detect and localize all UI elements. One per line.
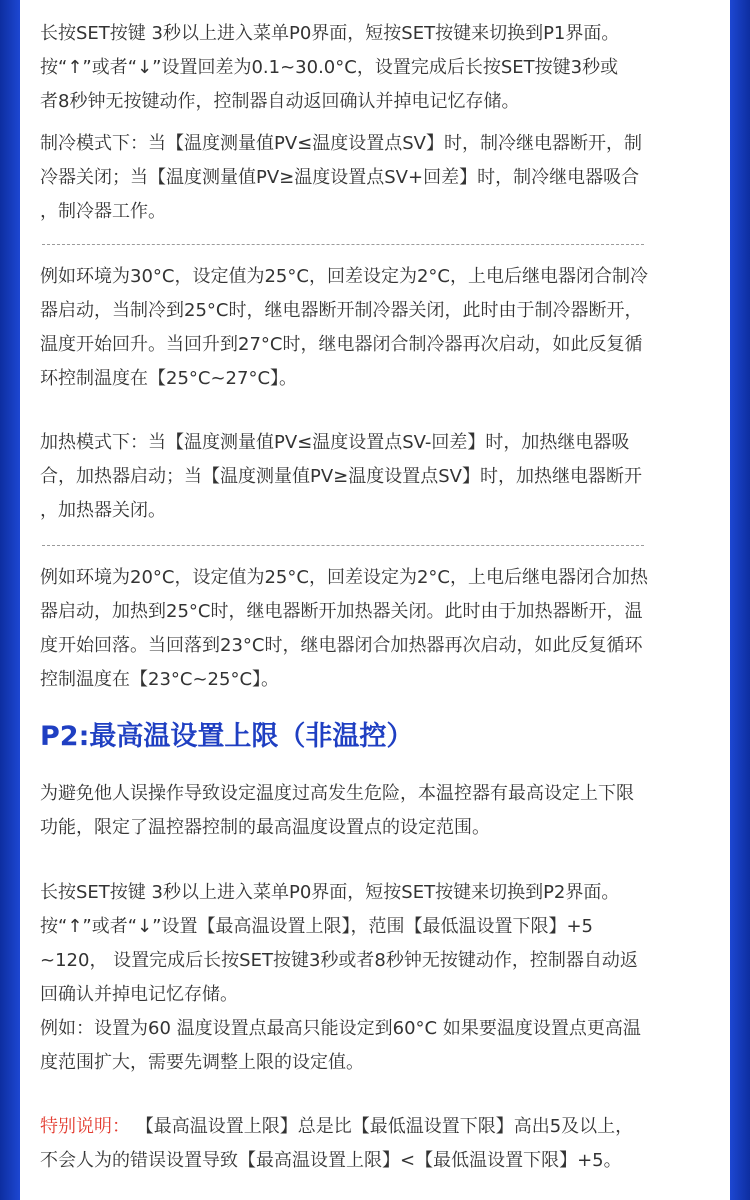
p2-intro: [40, 777, 720, 845]
cooling-mode-description: [40, 127, 720, 229]
text-line: 例如：设置为60 温度设置点最高只能设定到60°C 如果要温度设置点更高温: [40, 1018, 641, 1039]
text-line: 温度开始回升。当回升到27°C时，继电器闭合制冷器再次启动，如此反复循: [40, 334, 643, 355]
heating-mode-description: [40, 426, 720, 528]
p1-instructions: [40, 17, 720, 119]
text-line: 为避免他人误操作导致设定温度过高发生危险，本温控器有最高设定上下限: [40, 783, 634, 804]
text-line: 环控制温度在【25°C~27°C】。: [40, 368, 298, 389]
cooling-example: [40, 260, 720, 396]
dashed-divider: [42, 244, 644, 245]
text-line: 例如环境为30°C，设定值为25°C，回差设定为2°C，上电后继电器闭合制冷: [40, 266, 648, 287]
note-label: 特别说明：: [40, 1116, 130, 1137]
text-line: 回确认并掉电记忆存储。: [40, 984, 238, 1005]
special-note: [40, 1110, 720, 1178]
text-line: 按“↑”或者“↓”设置【最高温设置上限】，范围【最低温设置下限】+5: [40, 916, 593, 937]
note-text: 【最高温设置上限】总是比【最低温设置下限】高出5及以上，: [130, 1116, 634, 1137]
heating-example: [40, 561, 720, 697]
text-line: 度开始回落。当回落到23°C时，继电器闭合加热器再次启动，如此反复循环: [40, 635, 643, 656]
text-line: 例如环境为20°C，设定值为25°C，回差设定为2°C，上电后继电器闭合加热: [40, 567, 648, 588]
text-line: ~120， 设置完成后长按SET按键3秒或者8秒钟无按键动作，控制器自动返: [40, 950, 638, 971]
text-line: 按“↑”或者“↓”设置回差为0.1~30.0°C，设置完成后长按SET按键3秒或: [40, 57, 619, 78]
text-line: ，加热器关闭。: [40, 500, 166, 521]
text-line: 加热模式下：当【温度测量值PV≤温度设置点SV-回差】时，加热继电器吸: [40, 432, 630, 453]
note-line: [40, 1110, 720, 1144]
p2-instructions: [40, 876, 720, 1080]
text-line: 器启动，当制冷到25°C时，继电器断开制冷器关闭，此时由于制冷器断开，: [40, 300, 643, 321]
note-line: 不会人为的错误设置导致【最高温设置上限】<【最低温设置下限】+5。: [40, 1150, 622, 1171]
text-line: ，制冷器工作。: [40, 201, 166, 222]
text-line: 冷器关闭；当【温度测量值PV≥温度设置点SV+回差】时，制冷继电器吸合: [40, 167, 640, 188]
text-line: 制冷模式下：当【温度测量值PV≤温度设置点SV】时，制冷继电器断开，制: [40, 133, 642, 154]
dashed-divider: [42, 545, 644, 546]
left-blue-border: [0, 0, 20, 1200]
section-heading-p2: P2:最高温设置上限（非温控）: [40, 721, 414, 752]
text-line: 者8秒钟无按键动作，控制器自动返回确认并掉电记忆存储。: [40, 91, 520, 112]
text-line: 合，加热器启动；当【温度测量值PV≥温度设置点SV】时，加热继电器断开: [40, 466, 642, 487]
text-line: 控制温度在【23°C~25°C】。: [40, 669, 280, 690]
text-line: 度范围扩大，需要先调整上限的设定值。: [40, 1052, 364, 1073]
text-line: 长按SET按键 3秒以上进入菜单P0界面，短按SET按键来切换到P1界面。: [40, 23, 620, 44]
text-line: 器启动，加热到25°C时，继电器断开加热器关闭。此时由于加热器断开，温: [40, 601, 643, 622]
text-line: 长按SET按键 3秒以上进入菜单P0界面，短按SET按键来切换到P2界面。: [40, 882, 620, 903]
right-blue-border: [730, 0, 750, 1200]
document-page: [20, 0, 730, 1200]
text-line: 功能，限定了温控器控制的最高温度设置点的设定范围。: [40, 817, 490, 838]
